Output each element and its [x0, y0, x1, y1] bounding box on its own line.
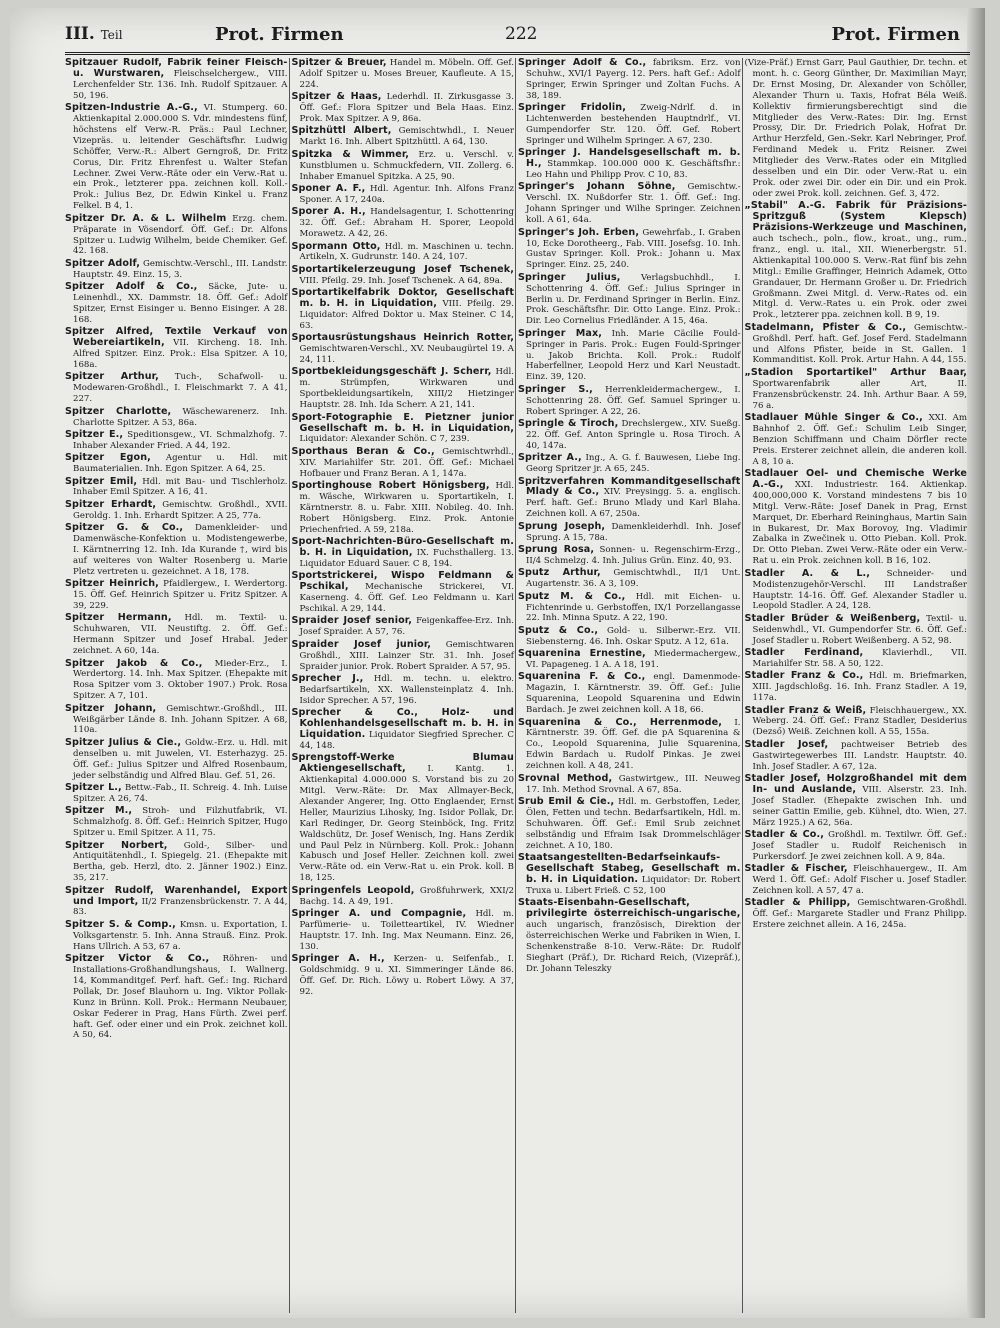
- firm-name: Staatsangestellten-Bedarfseinkaufs-Gesellschaft Stabeg, Gesellschaft m. b. H. in Liquidation.: [518, 851, 741, 885]
- directory-entry: [292, 367, 515, 411]
- firm-name: Sportartikelfabrik Doktor, Gesellschaft m. b. H. in Liquidation,: [291, 287, 514, 310]
- firm-name: Stadler Franz & Weiß,: [744, 704, 867, 716]
- firm-details: Gemischtwr.-Großhdl., III. Weißgärber Lände 8. Inh. Johann Spitzer. A 68, 110a.: [73, 703, 288, 736]
- directory-entry: [518, 522, 741, 544]
- directory-entry: [745, 898, 968, 931]
- directory-entry: [745, 740, 968, 773]
- firm-name: Sportartikelerzeugung Josef Tschenek,: [291, 263, 514, 275]
- directory-entry: [65, 103, 288, 212]
- firm-details: Sportwarenfabrik aller Art, II. Franzensbrückenstr. 24. Inh. Arthur Baar. A 59, 76 a.: [752, 378, 967, 411]
- firm-details: Verlagsbuchhdl., I. Schottenring 4. Öff. Gef.: Julius Springer in Berlin u. Dr. Ferdinand Springer in Berlin. Einz. Prok. Geschäftsfhr. Dir. Otto Lange. Einz. Prok.: Dir. Leo Cornelius Friedländer. A 15, 46a.: [526, 272, 741, 327]
- firm-name: Sporthaus Beran & Co.,: [291, 445, 435, 457]
- firm-name: Stadlauer Oel- und Chemische Werke A.-G.,: [744, 468, 967, 490]
- directory-entry: [745, 323, 968, 367]
- firm-details: auch tschech., poln., flow., kroat., ung., rum., franz., engl. u. ital., XII. Wienerbergstr. 51. Aktienkapital 100.000 S. Verw.-Rat fünf bis zehn Mitgl.: Emilie Graffinger, Heinrich Adamek, Otto Grandauer, Dr. Hermann Großer u. Dr. Friedrich Großmann. Zwei Mitgl. d. Verw.-Rates od. ein Mitgl. d. Verw.-Rates u. ein Prok. oder zwei Prok., letzterer ppa. zeichnen koll. B 9, 19.: [752, 234, 967, 321]
- part-label: [65, 24, 123, 44]
- firm-details: I. Kärntnerstr. 39. Öff. Gef. die pA Squarenina & Co., Leopold Squarenina, Julie Squarenina, Edwin Bardach u. Rudolf Pinkas. Je zwei zeichnen koll. A 48, 241.: [526, 717, 741, 772]
- header-right-title: Prot. Firmen: [831, 24, 960, 45]
- firm-name: Spitzka & Wimmer,: [291, 148, 410, 160]
- firm-details: Herrenkleidermachergew., I. Schottenring 28. Öff. Gef. Samuel Springer u. Robert Springer. A 22, 26.: [526, 384, 741, 417]
- directory-entry: [292, 537, 515, 570]
- directory-entry: [518, 419, 741, 452]
- firm-details: XXI. Industriestr. 164. Aktienkap. 400,000,000 K. Vorstand mindestens 7 bis 10 Mitgl. Verw.-Räte: Josef Danek in Prag, Ernst Marquet, Dr. Eberhard Reininghaus, Martin Sain in Bukarest, Dr. Max Borovoy, Ing. Vladimir Zabalka in Zwečinek u. Otto Pieban. Koll. Prok. Dr. Otto Pieban. Zwei Verw.-Räte oder ein Verw.-Rat u. ein Prok. zeichnen koll. B 16, 102.: [752, 479, 967, 567]
- firm-name: Spitzer S. & Comp.,: [65, 918, 176, 930]
- firm-details: XIV. Preysingg. 5. a. englisch. Perf. haft. Gef.: Bruno Mlady und Karl Blaha. Zeichnen koll. A 67, 250a.: [526, 487, 741, 520]
- firm-name: Stadler Brüder & Weißenberg,: [744, 612, 921, 624]
- firm-name: Sport-Fotographie E. Pietzner junior Gesellschaft m. b. H. in Liquidation,: [291, 411, 514, 434]
- firm-details: Gewehrfab., I. Graben 10, Ecke Dorotheerg., Fab. VIII. Josefsg. 10. Inh. Gustav Springer. Koll. Prok.: Johann u. Max Springer. Einz. 25, 240.: [526, 227, 741, 271]
- directory-entry: [518, 797, 741, 852]
- firm-name: Spitzer Hermann,: [65, 612, 172, 624]
- directory-entry: [292, 753, 515, 884]
- directory-entry: [292, 333, 515, 366]
- firm-details: Gemischtwhdl., I. Neuer Markt 16. Inh. Albert Spitzhüttl. A 64, 130.: [299, 126, 514, 148]
- firm-details: II/2 Franzensbrückenstr. 7. A 44, 83.: [73, 896, 288, 918]
- column-2: [292, 58, 517, 1313]
- firm-details: Gemischtwhdl., II/1 Unt. Augartenstr. 36. A 3, 109.: [526, 568, 741, 590]
- firm-name: Squarenina F. & Co.,: [518, 671, 646, 683]
- firm-name: Squarenina & Co., Herrenmode,: [518, 716, 722, 728]
- directory-entry: [745, 864, 968, 897]
- firm-name: Spitzer Adolf & Co.,: [65, 281, 198, 293]
- firm-details: IX. Fuchsthallerg. 13. Liquidator Eduard Sauer. C 8, 194.: [299, 547, 515, 569]
- directory-entry: [65, 613, 288, 657]
- firm-details: Handelsagentur, I. Schottenring 32. Öff. Gef.: Abraham H. Sporer, Leopold Morawetz. A 42, 26.: [299, 207, 515, 240]
- directory-entry: [65, 214, 288, 258]
- firm-details: Speditionsgew., VI. Schmalzhofg. 7. Inhaber Alexander Fried. A 44, 192.: [73, 429, 288, 451]
- firm-details: Erzg. chem. Präparate in Vösendorf. Öff. Gef.: Dr. Alfons Spitzer u. Ludwig Wilhelm, beide Chemiker. Gef. 42. 168.: [73, 213, 288, 257]
- directory-entry: [292, 150, 515, 183]
- firm-details: Wäschewarenerz. Inh. Charlotte Spitzer. A 53, 86a.: [73, 406, 288, 428]
- directory-entry: [292, 92, 515, 125]
- firm-name: Srovnal Method,: [518, 772, 613, 784]
- firm-name: Spritzverfahren Kommanditgesellschaft Mlady & Co.,: [518, 475, 741, 498]
- firm-details: Gastwirtgew., III. Neuweg 17. Inh. Method Srovnal. A 67, 85a.: [526, 773, 741, 795]
- firm-name: Staats-Eisenbahn-Gesellschaft, privilegirte österreichisch-ungarische,: [518, 897, 741, 919]
- directory-entry: [745, 830, 968, 863]
- firm-name: Stadelmann, Pfister & Co.,: [744, 321, 907, 333]
- firm-name: Spitzer Jakob & Co.,: [65, 657, 203, 669]
- directory-entry: [292, 954, 515, 998]
- firm-name: Spitzer L.,: [65, 782, 122, 793]
- firm-details: engl. Damenmode-Magazin, I. Kärntnerstr. 39. Öff. Gef.: Julie Squarenina, Leopold Squarenina und Edwin Bardach. Je zwei zeichnen koll. A 18, 66.: [526, 672, 741, 716]
- firm-details: I. Kantg. 1. Aktienkapital 4.000.000 S. Vorstand bis zu 20 Mitgl. Verw.-Räte: Dr. Max Allmayer-Beck, Alexander Angerer, Ing. Otto Englaender, Ernst Heller, Maurizius Lihosky, Ing. Isidor Pollak, Dr. Karl Redinger, Dr. Georg Steinböck, Ing. Fritz Waldschütz, Dr. Josef Wenisch, Ing. Hans Zerdik und Paul Pelz in Nürnberg. Koll. Prok.: Johann Kabusch und Josef Heller. Zeichnen koll. zwei Verw.-Räte od. ein Verw.-Rat u. ein Prok. koll. B 18, 125.: [299, 764, 514, 884]
- firm-name: Sponer A. F.,: [291, 182, 366, 194]
- directory-entry: [745, 706, 968, 739]
- directory-entry: [292, 242, 515, 264]
- directory-entry: [518, 329, 741, 384]
- firm-details: Großfuhrwerk, XXI/2 Bachg. 14. A 49, 191.: [299, 885, 514, 907]
- firm-name: Spitzer & Breuer,: [291, 58, 387, 68]
- firm-name: Springer Julius,: [518, 271, 621, 283]
- directory-entry: [65, 523, 288, 578]
- firm-details: Damenkleider- und Damenwäsche-Konfektion u. Modistengewerbe, I. Kärntnerring 12. Inh. Ida Kurande †, wird bis auf weiteres von Walter Rosenberg u. Marie Pletz vertreten u. gezeichnet. A 18, 178.: [73, 523, 288, 577]
- directory-entry: [65, 282, 288, 326]
- firm-details: auch ungarisch, französisch, Direktion der österreichischen Werke und Fabriken in Wien, I. Schenkenstraße 8-10. Verw.-Räte: Dr. Rudolf Sieghart (Präf.), Dr. Richard Reich, (Vizepräf.), Dr. Johann Teleszky: [526, 919, 741, 974]
- firm-details: Gemischtwaren-Verschl., XV. Neubaugürtel 19. A 24, 111.: [299, 344, 514, 366]
- column-4: [745, 58, 969, 1313]
- directory-entry: [745, 648, 968, 670]
- firm-details: VII. Kircheng. 18. Inh. Alfred Spitzer. Einz. Prok.: Elsa Spitzer. A 10, 168a.: [73, 338, 288, 370]
- firm-details: Großhdl. m. Textilwr. Öff. Gef.: Josef Stadler u. Rudolf Reichenisch in Purkersdorf. Je zwei zeichnen koll. A 9, 84a.: [752, 830, 968, 862]
- directory-entry: [518, 568, 741, 590]
- firm-name: Sporer A. H.,: [291, 206, 366, 218]
- firm-name: Spitzer G. & Co.,: [65, 522, 184, 534]
- firm-details: Handel m. Möbeln. Öff. Gef. Adolf Spitzer u. Moses Breuer, Kaufleute. A 15, 224.: [299, 58, 514, 90]
- firm-name: „Stadion Sportartikel" Arthur Baar,: [744, 366, 967, 378]
- directory-entry: [745, 58, 968, 200]
- firm-details: Hdl. m. Wäsche, Wirkwaren u. Sportartikeln, I. Kärntnerstr. 8. u. Fabr. XIII. Nobileg. 40. Inh. Robert Hönigsberg. Einz. Prok. Antonie Priechenfried. A 59, 218a.: [299, 481, 514, 535]
- directory-entry: [745, 469, 968, 567]
- directory-entry: [518, 148, 741, 181]
- directory-entry: [518, 228, 741, 272]
- directory-entry: [518, 103, 741, 147]
- firm-name: Spitzer Emil,: [65, 475, 138, 487]
- firm-name: Spitzer Alfred, Textile Verkauf von Webereiartikeln,: [65, 326, 288, 349]
- firm-name: Springle & Tiroch,: [518, 418, 619, 429]
- directory-entry: [65, 477, 288, 499]
- directory-entry: [745, 671, 968, 704]
- directory-entry: [292, 571, 515, 615]
- directory-entry: [292, 708, 515, 752]
- directory-entry: [518, 385, 741, 418]
- firm-details: Mieder-Erz., I. Werdertorg. 14. Inh. Max Spitzer. (Ehepakte mit Rosa Spitzer vom 3. Oktober 1907.) Prok. Rosa Spitzer. A 7, 101.: [73, 658, 288, 702]
- directory-entry: [65, 430, 288, 452]
- firm-details: Röhren- und Installations-Großhandlungshaus, I. Wallnerg. 14, Kommanditgef. Perf. haft. Gef.: Ing. Richard Pollak, Dr. Josef Blauhorn u. Ing. Viktor Pollak-Kunz in Brünn. Koll. Prok.: Hermann Neubauer, Oskar Federer in Prag, Hans Fürth. Zwei perf. haft. Gef. oder einer und ein Prok. zeichnet koll. A 50, 64.: [73, 954, 288, 1041]
- firm-details: Gemischtwaren Großhdl., XIII. Lainzer Str. 31. Inh. Josef Spraider junior. Prok. Robert Spraider. A 57, 95.: [299, 639, 515, 672]
- firm-name: Spitzer Norbert,: [65, 839, 168, 851]
- page-number: 222: [505, 24, 538, 44]
- firm-details: Gold- u. Silberwr.-Erz. VII. Siebensterng. 46. Inh. Oskar Sputz. A 12, 61a.: [526, 625, 741, 647]
- firm-details: XXI. Am Bahnhof 2. Öff. Gef.: Schulim Leib Singer, Benzion Schiffmann und Chaim Dörfler recte Preis. Ersterer zeichnet allein, die anderen koll. A 8, 10 a.: [752, 413, 968, 467]
- firm-details: Drechslergew., XIV. Sueßg. 22. Öff. Gef. Anton Springle u. Rosa Tiroch. A 40, 147a.: [526, 419, 741, 451]
- firm-details: Hdl. m. techn. u. elektro. Bedarfsartikeln, XX. Wallensteinplatz 4. Inh. Isidor Sprecher. A 57, 196.: [299, 673, 515, 706]
- firm-details: Schneider- und Modistenzugehör-Verschl. III Landstraßer Hauptstr. 14-16. Öff. Gef. Alexander Stadler u. Leopold Stadler. A 24, 128.: [752, 568, 968, 612]
- firm-name: Sportstrickerei, Wispo Feldmann & Pschikal,: [291, 570, 514, 593]
- firm-name: Springer's Joh. Erben,: [518, 226, 640, 238]
- firm-name: Stadler Franz & Co.,: [744, 670, 864, 682]
- firm-name: Spormann Otto,: [291, 240, 381, 252]
- firm-details: Stammkap. 100.000 000 K. Geschäftsfhr.: Leo Hahn und Philipp Prov. C 10, 83.: [526, 159, 741, 181]
- directory-entry: [65, 704, 288, 737]
- firm-name: Springer J. Handelsgesellschaft m. b. H.,: [518, 147, 741, 170]
- directory-entry: [65, 659, 288, 703]
- firm-details: VIII. Pfeilg. 29. Inh. Josef Tschenek. A 64, 89a.: [299, 275, 503, 286]
- firm-name: Sprengstoff-Werke Blumau Aktiengesellschaft,: [291, 752, 514, 775]
- firm-details: Gemischtw. Großhdl., XVII. Geroldg. 1. Inh. Erhardt Spitzer. A 25, 77a.: [73, 499, 288, 521]
- firm-details: Stroh- und Filzhutfabrik, VI. Schmalzhofg. 8. Öff. Gef.: Heinrich Spitzer, Hugo Spitzer u. Emil Spitzer. A 11, 75.: [73, 806, 288, 839]
- directory-entry: [65, 500, 288, 522]
- directory-entry: [518, 592, 741, 625]
- firm-name: Stadler & Co.,: [744, 829, 824, 841]
- directory-entry: [65, 806, 288, 839]
- firm-name: Spitzer Charlotte,: [65, 405, 172, 417]
- directory-entry: [292, 184, 515, 206]
- firm-name: „Stabil" A.-G. Fabrik für Präzisions-Spritzguß (System Klepsch) Präzisions-Werkzeuge und Maschinen,: [744, 200, 967, 234]
- directory-entry: [745, 201, 968, 321]
- directory-entry: [65, 579, 288, 612]
- firm-name: Stadler Josef, Holzgroßhandel mit dem In- und Auslande,: [744, 773, 967, 795]
- firm-name: Spitzer Erhardt,: [65, 498, 157, 510]
- firm-name: Stadler Josef,: [744, 738, 829, 750]
- firm-name: Springenfels Leopold,: [291, 884, 415, 896]
- directory-entry: [65, 453, 288, 475]
- directory-entry: [65, 372, 288, 405]
- firm-name: Springer Fridolin,: [518, 102, 626, 114]
- firm-name: Springer's Johann Söhne,: [518, 181, 676, 193]
- firm-name: Srub Emil & Cie.,: [518, 795, 615, 807]
- firm-details: Klavierhdl., VII. Mariahilfer Str. 58. A 50, 122.: [752, 648, 968, 669]
- firm-details: Hdl. mit Bau- und Tischlerholz. Inhaber Emil Spitzer. A 16, 41.: [73, 476, 288, 498]
- directory-entry: [292, 481, 515, 536]
- firm-name: Springer Adolf & Co.,: [518, 58, 647, 68]
- firm-name: Sputz & Co.,: [518, 624, 599, 636]
- directory-entry: [518, 182, 741, 226]
- firm-details: Goldw.-Erz. u. Hdl. mit denselben u. mit Juwelen, VI. Esterhazyg. 25. Öff. Gef.: Julius Spitzer und Alfred Rosenbaum, jeder selbständig und Alfred Blau. Gef. 51, 26.: [73, 737, 288, 781]
- firm-details: Liquidator: Alexander Schön. C 7, 239.: [299, 434, 470, 445]
- firm-details: fabriksm. Erz. von Schuhw., XVI/1 Payerg. 12. Pers. haft Gef.: Adolf Springer, Erwin Springer und Zoltan Fuchs. A 38, 189.: [526, 58, 741, 101]
- firm-details: Mechanische Strickerei, VI. Kaserneng. 4. Öff. Gef. Leo Feldmann u. Karl Pschikal. A 29, 144.: [299, 582, 514, 614]
- firm-details: Gemischtwrhdl., XIV. Mariahilfer Str. 201. Öff. Gef.: Michael Hofbauer und Franz Beran. A 1, 147a.: [299, 446, 514, 479]
- firm-name: Spitzer Rudolf, Warenhandel, Export und Import,: [65, 884, 288, 907]
- directory-entry: [65, 738, 288, 782]
- firm-details: Kerzen- u. Seifenfab., I. Goldschmidg. 9 u. XI. Simmeringer Lände 86. Öff. Gef. Dr. Rich. Löwy u. Robert Löwy. A 37, 92.: [299, 954, 514, 997]
- directory-entry: [292, 909, 515, 953]
- directory-entry: [518, 273, 741, 328]
- firm-name: Spitzer & Haas,: [291, 91, 382, 103]
- firm-details: Textil- u. Seidenwhdl., VI. Gumpendorfer Str. 6. Öff. Gef.: Josef Stadler u. Robert Weißenberg. A 52, 98.: [752, 613, 968, 646]
- firm-details: VIII. Pfeilg. 29. Liquidator: Alfred Doktor u. Max Steiner. C 14, 63.: [299, 299, 514, 331]
- firm-details: Hdl. mit Eichen- u. Fichtenrinde u. Gerbstoffen, IX/1 Porzellangasse 22. Inh. Minna Sputz. A 22, 190.: [526, 591, 741, 624]
- firm-details: Damenkleiderhdl. Inh. Josef Sprung. A 15, 78a.: [526, 521, 741, 543]
- firm-name: Sprecher & Co., Holz- und Kohlenhandelsgesellschaft m. b. H. in Liquidation.: [291, 707, 514, 740]
- directory-entry: [65, 783, 288, 805]
- firm-name: Spitzer Egon,: [65, 452, 151, 464]
- directory-entry: [292, 413, 515, 446]
- directory-entry: [745, 774, 968, 829]
- firm-name: Springer Max,: [518, 327, 603, 339]
- firm-name: Sputz M. & Co.,: [518, 590, 626, 602]
- firm-name: Sportausrüstungshaus Heinrich Rotter,: [291, 332, 514, 344]
- firm-details: Miedermachergew., VI. Papageneg. 1 A. A 18, 191.: [526, 649, 741, 671]
- firm-details: Tuch-, Schafwoll- u. Modewaren-Großhdl., I. Fleischmarkt 7. A 41, 227.: [73, 372, 288, 405]
- firm-details: Fleischselchergew., VIII. Lerchenfelder Str. 136. Inh. Rudolf Spitzauer. A 50, 196.: [73, 68, 288, 101]
- firm-details: Ing., A. G. f. Bauwesen, Liebe Ing. Georg Spritzer jr. A 65, 245.: [526, 453, 741, 475]
- firm-details: Hdl. m. Maschinen u. techn. Artikeln, X. Gudrunstr. 140. A 24, 107.: [299, 241, 514, 263]
- firm-details: Gemischtw.-Verschl., III. Landstr. Hauptstr. 49. Einz. 15, 3.: [73, 258, 288, 280]
- directory-entry: [518, 718, 741, 773]
- firm-details: Säcke, Jute- u. Leinenhdl., XX. Dammstr. 18. Öff. Gef.: Adolf Spitzer, Ernst Eisinger u. Benno Eisinger. A 28. 168.: [73, 282, 288, 325]
- firm-details: pachtweiser Betrieb des Gastwirtegewerbes III. Landstr. Hauptstr. 40. Inh. Josef Stadler. A 67, 12a.: [752, 739, 967, 772]
- firm-name: Sprecher J.,: [291, 672, 364, 684]
- firm-details: Liquidator Siegfried Sprecher. C 44, 148.: [299, 729, 514, 751]
- page-header: [65, 22, 970, 55]
- firm-details: (Vize-Präf.) Ernst Garr, Paul Gauthier, Dr. techn. et mont. h. c. Georg Günther, Dr. Maximilian Mayr, Dr. Ernst Mosing, Dr. Alexander von Schöller, Alexander Thurn u. Taxis, Hofrat Béla Weiß. Kollektiv firmierungsberechtigt sind die Mitglieder des Verw.-Rates: Dir. Ing. Ernst Prossy, Dir. Dr. Friedrich Polak, Hofrat Dr. Arthur Herzfeld, Gen.-Sekr. Karl Nebringer, Prof. Ferdinand Medek u. Fritz Reisner. Zwei Mitglieder des Verw.-Rates oder ein Mitglied desselben und ein Dir. oder Verw.-Rat u. ein Prok. oder zwei Dir. oder ein Dir. und ein Prok. oder zwei Prok. koll. zeichnen. Gef. 3, 472.: [744, 58, 967, 199]
- directory-entry: [518, 545, 741, 567]
- directory-entry: [65, 407, 288, 429]
- firm-name: Sprung Rosa,: [518, 543, 595, 555]
- firm-details: Liquidator: Dr. Robert Truxa u. Libert Frieß. C 52, 100: [526, 874, 741, 896]
- firm-details: VIII. Alserstr. 23. Inh. Josef Stadler. (Ehepakte zwischen Inh. und seiner Gattin Emilie, geb. Kühnel, dto. Wien, 27. März 1925.) A 62, 56a.: [752, 784, 968, 828]
- firm-name: Sport-Nachrichten-Büro-Gesellschaft m. b. H. in Liquidation,: [291, 536, 514, 558]
- column-3: [518, 58, 743, 1313]
- directory-entry: [518, 453, 741, 475]
- firm-name: Spitzer Adolf,: [65, 257, 140, 269]
- directory-entry: [292, 58, 515, 91]
- directory-entry: [745, 413, 968, 468]
- firm-details: Hdl. m. Textil- u. Schuhwaren, VII. Neustiftg. 2. Öff. Gef.: Hermann Spitzer und Josef Hrabal. Jeder zeichnet. A 60, 14a.: [73, 613, 288, 657]
- firm-name: Stadlauer Mühle Singer & Co.,: [744, 412, 923, 423]
- firm-name: Spitzer E.,: [65, 428, 124, 440]
- firm-name: Spitzer Victor & Co.,: [65, 953, 210, 965]
- directory-entry: [518, 853, 741, 897]
- firm-name: Spritzer A.,: [518, 452, 582, 464]
- firm-details: Gemischtwaren-Großhdl. Öff. Gef.: Margarete Stadler und Franz Philipp. Erstere zeichnet allein. A 16, 245a.: [752, 898, 967, 931]
- directory-entry: [65, 327, 288, 371]
- directory-entry: [292, 640, 515, 673]
- firm-details: Agentur u. Hdl. mit Baumaterialien. Inh. Egon Spitzer. A 64, 25.: [73, 453, 288, 475]
- columns-container: [65, 58, 970, 1313]
- directory-entry: [292, 265, 515, 287]
- directory-entry: [292, 288, 515, 332]
- directory-entry: [65, 920, 288, 953]
- firm-details: Inh. Marie Cäcilie Fould-Springer in Paris. Prok.: Eugen Fould-Springer u. Jakob Brichta. Koll. Prok.: Rudolf Haberfellner, Leopold Herz und Karl Neustadt. Einz. 39, 120.: [526, 328, 741, 383]
- directory-entry: [518, 672, 741, 716]
- firm-details: Feigenkaffee-Erz. Inh. Josef Spraider. A 57, 76.: [299, 616, 515, 638]
- firm-name: Sportbekleidungsgeschäft J. Scherr,: [291, 366, 492, 378]
- firm-details: Gemischtw.-Großhdl. Perf. haft. Gef. Josef Ferd. Stadelmann und Alfons Pfister, beide in St. Gallen. 1 Kommanditist. Koll. Prok. Artur Hahn. A 44, 155.: [752, 322, 968, 366]
- directory-entry: [292, 207, 515, 240]
- firm-name: Stadler & Philipp,: [744, 897, 851, 909]
- directory-entry: [292, 886, 515, 908]
- firm-name: Spitzhüttl Albert,: [291, 125, 392, 137]
- firm-name: Spitzer Heinrich,: [65, 578, 159, 590]
- firm-name: Spitzer Arthur,: [65, 371, 159, 383]
- firm-details: Hdl. Agentur. Inh. Alfons Franz Sponer. A 17, 240a.: [299, 183, 514, 205]
- firm-name: Spitzen-Industrie A.-G.,: [65, 102, 198, 114]
- directory-entry: [745, 614, 968, 647]
- directory-entry: [292, 126, 515, 148]
- firm-details: Hdl. m. Gerbstoffen, Leder, Ölen, Fetten und techn. Bedarfsartikeln, Hdl. m. Schuhwaren. Öff. Gef.: Emil Srub zeichnet selbständig und Efraim Isak Drommelschläger zeichnet. A 10, 180.: [526, 796, 741, 851]
- directory-entry: [518, 649, 741, 671]
- firm-details: Gemischtw.-Verschl. IX. Nußdorfer Str. 1. Öff. Gef.: Ing. Johann Springer und Wilhe Springer. Zeichnen koll. A 61, 64a.: [526, 182, 741, 226]
- directory-entry: [518, 626, 741, 648]
- directory-entry: [518, 774, 741, 796]
- directory-entry: [65, 58, 288, 102]
- directory-entry: [745, 368, 968, 412]
- firm-details: Erz. u. Verschl. v. Kunstblumen u. Schmuckfedern, VII. Zollerg. 6. Inhaber Emanuel Spitzka. A 25, 90.: [299, 149, 515, 182]
- directory-entry: [518, 898, 741, 974]
- firm-name: Springer S.,: [518, 383, 593, 395]
- firm-name: Springer A. und Compagnie,: [291, 907, 467, 919]
- directory-entry: [65, 841, 288, 885]
- firm-name: Stadler A. & L.,: [744, 567, 871, 579]
- firm-name: Spitzer Julius & Cie.,: [65, 736, 182, 748]
- firm-name: Squarenina Ernestine,: [518, 648, 646, 660]
- directory-entry: [292, 616, 515, 638]
- firm-details: Hdl. m. Briefmarken, XIII. Jagdschloßg. 16. Inh. Franz Stadler. A 19, 117a.: [752, 671, 968, 704]
- column-1: [65, 58, 290, 1313]
- directory-entry: [65, 886, 288, 919]
- firm-details: Fleischhauergew., II. Am Werd 1. Öff. Gef.: Adolf Fischer u. Josef Stadler. Zeichnen koll. A 57, 47 a.: [752, 864, 967, 897]
- firm-details: Hdl. m. Strümpfen, Wirkwaren und Sportbekleidungsartikeln, XIII/2 Hietzinger Hauptstr. 28. Inh. Ida Scherr. A 21, 141.: [299, 367, 514, 411]
- directory-page: [10, 8, 985, 1318]
- firm-details: Pfaidlergew., I. Werdertorg. 15. Öff. Gef. Heinrich Spitzer u. Fritz Spitzer. A 39, 229.: [73, 579, 288, 611]
- firm-details: Gold-, Silber- und Antiquitätenhdl., I. Spiegelg. 21. (Ehepakte mit Bertha, geb. Herzl, dto. 2. Jänner 1902.) Einz. 35, 217.: [73, 840, 288, 884]
- firm-name: Stadler Ferdinand,: [744, 647, 864, 659]
- firm-name: Sportinghouse Robert Hönigsberg,: [291, 480, 490, 492]
- header-left-title: Prot. Firmen: [215, 24, 344, 45]
- directory-entry: [745, 569, 968, 613]
- firm-name: Stadler & Fischer,: [744, 863, 848, 875]
- directory-entry: [292, 674, 515, 707]
- firm-details: Fleischhauergew., XX. Weberg. 24. Öff. Gef.: Franz Stadler, Desiderius (Dezső) Weiß. Zeichnen koll. A 55, 155a.: [752, 705, 967, 738]
- firm-details: Hdl. m. Parfümerie- u. Toiletteartikel, IV. Wiedner Hauptstr. 17. Inh. Ing. Max Neumann. Einz. 26, 130.: [299, 908, 515, 952]
- firm-name: Spraider Josef junior,: [291, 638, 432, 650]
- firm-details: Lederhdl. II. Zirkusgasse 3. Öff. Gef.: Flora Spitzer und Bela Haas. Einz. Prok. Max Spitzer. A 9, 86a.: [299, 92, 514, 125]
- firm-details: Kmsn. u. Exportation, I. Volksgartenstr. 5. Inh. Anna Strauß. Einz. Prok. Hans Ullrich. A 53, 67 a.: [73, 919, 288, 952]
- directory-entry: [65, 259, 288, 281]
- part-suffix: Teil: [100, 28, 123, 42]
- firm-details: Sonnen- u. Regenschirm-Erzg., II/4 Schmelzg. 4. Inh. Julius Grün. Einz. 40, 93.: [526, 544, 741, 566]
- part-number: III.: [65, 24, 95, 44]
- firm-name: Sputz Arthur,: [518, 567, 601, 579]
- firm-name: Spraider Josef senior,: [291, 615, 412, 627]
- directory-entry: [518, 477, 741, 521]
- firm-name: Springer A. H.,: [291, 953, 385, 965]
- firm-details: Zweig-Ndrlf. d. in Lichtenwerden bestehenden Hauptndrlf., VI. Gumpendorfer Str. 120. Öff. Gef. Robert Springer und Wilhelm Springer. A 67, 230.: [526, 103, 741, 146]
- directory-entry: [292, 447, 515, 480]
- firm-name: Spitzer M.,: [65, 805, 133, 817]
- firm-details: Bettw.-Fab., II. Schreig. 4. Inh. Luise Spitzer. A 26, 74.: [73, 783, 288, 804]
- firm-name: Sprung Joseph,: [518, 520, 606, 532]
- firm-details: VI. Stumperg. 60. Aktienkapital 2.000.000 S. Vdr. mindestens fünf, höchstens elf Verw.-R. Präs.: Paul Lechner, Vizepräs. u. leitender Geschäftsfhr. Ludwig Schöffer, Verw.-R.: Albert Gerngroß, Dr. Fritz Corus, Dir. Fritz Ehrenfest u. Walter Stefan Lechner. Zwei Verw.-Räte oder ein Verw.-Rat u. ein Prok., letzterer ppa. zeichnen koll. Koll.-Prok.: Julius Bez, Dr. Edwin Kinkel u. Franz Felkel. B 4, 1.: [73, 103, 288, 212]
- firm-name: Spitzer Dr. A. & L. Wilhelm: [65, 212, 227, 224]
- directory-entry: [65, 954, 288, 1041]
- firm-name: Spitzauer Rudolf, Fabrik feiner Fleisch- u. Wurstwaren,: [65, 58, 288, 79]
- firm-name: Spitzer Johann,: [65, 702, 157, 714]
- directory-entry: [518, 58, 741, 102]
